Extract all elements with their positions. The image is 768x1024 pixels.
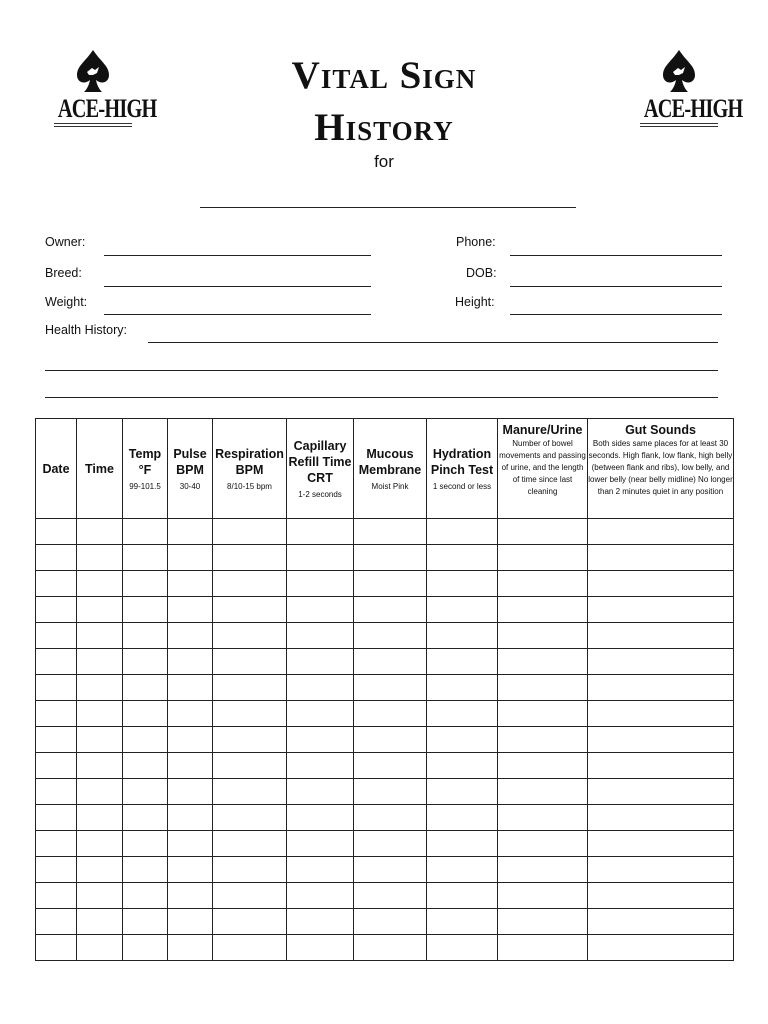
- table-cell[interactable]: [427, 649, 498, 675]
- table-cell[interactable]: [427, 571, 498, 597]
- table-cell[interactable]: [588, 545, 734, 571]
- col-header-capillary-refill: Capillary Refill Time CRT 1-2 seconds: [287, 419, 354, 519]
- table-cell[interactable]: [287, 545, 354, 571]
- table-cell[interactable]: [123, 935, 168, 961]
- table-cell[interactable]: [168, 883, 213, 909]
- table-cell[interactable]: [498, 909, 588, 935]
- table-cell[interactable]: [287, 909, 354, 935]
- table-cell[interactable]: [36, 623, 77, 649]
- table-cell[interactable]: [588, 571, 734, 597]
- table-row: [36, 779, 734, 805]
- table-cell[interactable]: [36, 571, 77, 597]
- table-cell[interactable]: [427, 753, 498, 779]
- temp-range: 99-101.5: [129, 481, 161, 491]
- table-cell[interactable]: [36, 597, 77, 623]
- table-cell[interactable]: [588, 857, 734, 883]
- table-cell[interactable]: [213, 623, 287, 649]
- table-cell[interactable]: [588, 935, 734, 961]
- table-cell[interactable]: [77, 909, 123, 935]
- owner-label: Owner:: [45, 235, 86, 249]
- table-cell[interactable]: [213, 909, 287, 935]
- animal-name-field[interactable]: [200, 207, 576, 208]
- table-cell[interactable]: [588, 701, 734, 727]
- table-cell[interactable]: [287, 727, 354, 753]
- ace-high-logo-right: [634, 48, 743, 138]
- logo-tagline-rule: [54, 123, 132, 127]
- table-row: [36, 883, 734, 909]
- table-row: [36, 831, 734, 857]
- gut-sounds-description: Both sides same places for at least 30 seconds. High flank, low flank, high belly (between flank and ribs), low belly, and lower belly (near belly midline) No longer than 2 minutes quiet in any position: [588, 439, 733, 496]
- col-header-time: Time: [77, 419, 123, 519]
- table-cell[interactable]: [168, 571, 213, 597]
- table-cell[interactable]: [36, 727, 77, 753]
- height-field[interactable]: [510, 314, 722, 315]
- table-cell[interactable]: [123, 727, 168, 753]
- table-cell[interactable]: [498, 883, 588, 909]
- table-cell[interactable]: [77, 571, 123, 597]
- table-cell[interactable]: [354, 545, 427, 571]
- spade-icon: [661, 48, 697, 94]
- table-row: [36, 909, 734, 935]
- table-cell[interactable]: [213, 805, 287, 831]
- table-body: [36, 519, 734, 961]
- table-cell[interactable]: [168, 675, 213, 701]
- table-cell[interactable]: [123, 857, 168, 883]
- table-cell[interactable]: [36, 779, 77, 805]
- table-cell[interactable]: [77, 545, 123, 571]
- page-title: [184, 50, 584, 154]
- table-cell[interactable]: [77, 701, 123, 727]
- table-cell[interactable]: [168, 649, 213, 675]
- col-header-manure-urine: Manure/Urine Number of bowel movements and passing of urine, and the length of time since last cleaning: [498, 419, 588, 519]
- table-cell[interactable]: [287, 935, 354, 961]
- table-cell[interactable]: [498, 727, 588, 753]
- table-cell[interactable]: [213, 883, 287, 909]
- table-cell[interactable]: [168, 545, 213, 571]
- table-cell[interactable]: [354, 701, 427, 727]
- table-cell[interactable]: [287, 675, 354, 701]
- table-cell[interactable]: [168, 727, 213, 753]
- table-cell[interactable]: [588, 649, 734, 675]
- table-cell[interactable]: [354, 779, 427, 805]
- table-cell[interactable]: [287, 805, 354, 831]
- table-cell[interactable]: [427, 909, 498, 935]
- table-cell[interactable]: [77, 623, 123, 649]
- col-header-pulse: Pulse BPM 30-40: [168, 419, 213, 519]
- respiration-range: 8/10-15 bpm: [227, 481, 272, 491]
- table-cell[interactable]: [77, 519, 123, 545]
- table-cell[interactable]: [588, 805, 734, 831]
- table-cell[interactable]: [498, 597, 588, 623]
- table-cell[interactable]: [427, 597, 498, 623]
- crt-range: 1-2 seconds: [298, 489, 342, 499]
- table-cell[interactable]: [354, 623, 427, 649]
- table-cell[interactable]: [77, 597, 123, 623]
- table-cell[interactable]: [427, 545, 498, 571]
- table-row: [36, 701, 734, 727]
- table-cell[interactable]: [168, 935, 213, 961]
- table-cell[interactable]: [588, 675, 734, 701]
- table-cell[interactable]: [427, 727, 498, 753]
- col-header-temp: Temp °F 99-101.5: [123, 419, 168, 519]
- table-cell[interactable]: [588, 779, 734, 805]
- table-cell[interactable]: [213, 545, 287, 571]
- table-row: [36, 857, 734, 883]
- height-label: Height:: [455, 295, 495, 309]
- spade-icon: [75, 48, 111, 94]
- table-cell[interactable]: [427, 623, 498, 649]
- col-header-mucous-membrane: Mucous Membrane Moist Pink: [354, 419, 427, 519]
- table-cell[interactable]: [168, 857, 213, 883]
- table-cell[interactable]: [427, 883, 498, 909]
- table-cell[interactable]: [213, 701, 287, 727]
- phone-field[interactable]: [510, 255, 722, 256]
- table-cell[interactable]: [168, 623, 213, 649]
- table-cell[interactable]: [77, 727, 123, 753]
- table-header-row: [36, 419, 734, 519]
- table-cell[interactable]: [354, 909, 427, 935]
- table-cell[interactable]: [287, 623, 354, 649]
- table-row: [36, 545, 734, 571]
- table-cell[interactable]: [498, 753, 588, 779]
- table-cell[interactable]: [213, 597, 287, 623]
- table-cell[interactable]: [36, 831, 77, 857]
- table-cell[interactable]: [123, 571, 168, 597]
- table-cell[interactable]: [354, 675, 427, 701]
- table-cell[interactable]: [588, 519, 734, 545]
- col-header-date: Date: [36, 419, 77, 519]
- table-cell[interactable]: [287, 649, 354, 675]
- weight-field[interactable]: [104, 314, 371, 315]
- table-cell[interactable]: [168, 519, 213, 545]
- table-cell[interactable]: [213, 649, 287, 675]
- table-cell[interactable]: [498, 649, 588, 675]
- table-cell[interactable]: [287, 831, 354, 857]
- table-cell[interactable]: [588, 623, 734, 649]
- weight-label: Weight:: [45, 295, 88, 309]
- table-cell[interactable]: [213, 727, 287, 753]
- table-cell[interactable]: [213, 675, 287, 701]
- ace-high-logo-left: [48, 48, 157, 138]
- table-cell[interactable]: [588, 727, 734, 753]
- table-cell[interactable]: [123, 597, 168, 623]
- table-cell[interactable]: [354, 935, 427, 961]
- table-cell[interactable]: [427, 805, 498, 831]
- logo-brand-text: ACE-HIGH: [57, 94, 157, 123]
- table-cell[interactable]: [498, 779, 588, 805]
- table-cell[interactable]: [588, 831, 734, 857]
- table-row: [36, 805, 734, 831]
- table-cell[interactable]: [36, 909, 77, 935]
- dob-label: DOB:: [466, 266, 497, 280]
- logo-brand-text: ACE-HIGH: [643, 94, 743, 123]
- col-header-respiration: Respiration BPM 8/10-15 bpm: [213, 419, 287, 519]
- table-cell[interactable]: [287, 597, 354, 623]
- for-label: for: [374, 152, 394, 171]
- table-cell[interactable]: [498, 519, 588, 545]
- table-cell[interactable]: [427, 831, 498, 857]
- table-cell[interactable]: [123, 805, 168, 831]
- table-row: [36, 649, 734, 675]
- table-cell[interactable]: [427, 779, 498, 805]
- table-cell[interactable]: [123, 831, 168, 857]
- phone-label: Phone:: [456, 235, 496, 249]
- table-cell[interactable]: [498, 857, 588, 883]
- table-cell[interactable]: [123, 623, 168, 649]
- table-cell[interactable]: [498, 701, 588, 727]
- table-cell[interactable]: [498, 623, 588, 649]
- owner-field[interactable]: [104, 255, 371, 256]
- table-cell[interactable]: [498, 831, 588, 857]
- table-cell[interactable]: [36, 883, 77, 909]
- table-cell[interactable]: [287, 753, 354, 779]
- table-cell[interactable]: [36, 701, 77, 727]
- table-cell[interactable]: [287, 883, 354, 909]
- table-cell[interactable]: [354, 753, 427, 779]
- table-cell[interactable]: [354, 883, 427, 909]
- table-row: [36, 571, 734, 597]
- table-cell[interactable]: [123, 649, 168, 675]
- table-cell[interactable]: [287, 519, 354, 545]
- table-cell[interactable]: [354, 831, 427, 857]
- table-row: [36, 597, 734, 623]
- table-cell[interactable]: [77, 935, 123, 961]
- table-cell[interactable]: [287, 571, 354, 597]
- table-cell[interactable]: [354, 519, 427, 545]
- table-cell[interactable]: [213, 857, 287, 883]
- mucous-normal: Moist Pink: [371, 481, 409, 491]
- table-cell[interactable]: [588, 753, 734, 779]
- table-cell[interactable]: [588, 597, 734, 623]
- table-cell[interactable]: [123, 909, 168, 935]
- pulse-range: 30-40: [179, 481, 201, 491]
- table-row: [36, 935, 734, 961]
- table-cell[interactable]: [77, 805, 123, 831]
- health-history-field-line-2[interactable]: [45, 370, 718, 371]
- hydration-normal: 1 second or less: [432, 481, 492, 491]
- table-cell[interactable]: [77, 779, 123, 805]
- table-cell[interactable]: [36, 519, 77, 545]
- table-cell[interactable]: [168, 701, 213, 727]
- table-cell[interactable]: [213, 519, 287, 545]
- health-history-label: Health History:: [45, 323, 127, 337]
- table-cell[interactable]: [427, 935, 498, 961]
- table-cell[interactable]: [168, 909, 213, 935]
- table-cell[interactable]: [36, 857, 77, 883]
- table-cell[interactable]: [213, 779, 287, 805]
- table-cell[interactable]: [123, 701, 168, 727]
- table-cell[interactable]: [77, 753, 123, 779]
- table-cell[interactable]: [498, 805, 588, 831]
- table-cell[interactable]: [498, 675, 588, 701]
- table-cell[interactable]: [36, 805, 77, 831]
- breed-field[interactable]: [104, 286, 371, 287]
- table-cell[interactable]: [123, 883, 168, 909]
- dob-field[interactable]: [510, 286, 722, 287]
- table-cell[interactable]: [77, 649, 123, 675]
- table-cell[interactable]: [168, 597, 213, 623]
- table-cell[interactable]: [168, 831, 213, 857]
- table-cell[interactable]: [287, 701, 354, 727]
- table-cell[interactable]: [77, 883, 123, 909]
- table-cell[interactable]: [588, 883, 734, 909]
- table-cell[interactable]: [213, 831, 287, 857]
- breed-label: Breed:: [45, 266, 82, 280]
- table-cell[interactable]: [213, 753, 287, 779]
- table-cell[interactable]: [354, 649, 427, 675]
- table-cell[interactable]: [354, 857, 427, 883]
- table-cell[interactable]: [168, 779, 213, 805]
- table-cell[interactable]: [123, 545, 168, 571]
- table-cell[interactable]: [588, 909, 734, 935]
- health-history-field[interactable]: [148, 342, 718, 343]
- table-cell[interactable]: [168, 805, 213, 831]
- table-cell[interactable]: [498, 545, 588, 571]
- table-cell[interactable]: [287, 857, 354, 883]
- table-row: [36, 519, 734, 545]
- table-cell[interactable]: [287, 779, 354, 805]
- table-cell[interactable]: [77, 831, 123, 857]
- title-line-2: History: [314, 106, 454, 149]
- table-cell[interactable]: [123, 675, 168, 701]
- table-cell[interactable]: [213, 935, 287, 961]
- table-cell[interactable]: [427, 701, 498, 727]
- table-row: [36, 675, 734, 701]
- table-cell[interactable]: [123, 519, 168, 545]
- manure-urine-description: Number of bowel movements and passing of urine, and the length of time since last cleaning: [499, 439, 586, 496]
- table-cell[interactable]: [354, 727, 427, 753]
- vital-signs-table: [35, 418, 734, 961]
- table-cell[interactable]: [36, 545, 77, 571]
- col-header-gut-sounds: Gut Sounds Both sides same places for at least 30 seconds. High flank, low flank, high belly (between flank and ribs), low belly, and lower belly (near belly midline) No longer than 2 minutes quiet in any position: [588, 419, 734, 519]
- table-cell[interactable]: [36, 649, 77, 675]
- table-cell[interactable]: [498, 571, 588, 597]
- table-row: [36, 727, 734, 753]
- table-cell[interactable]: [36, 675, 77, 701]
- table-cell[interactable]: [123, 753, 168, 779]
- table-cell[interactable]: [427, 519, 498, 545]
- table-cell[interactable]: [36, 935, 77, 961]
- table-cell[interactable]: [427, 857, 498, 883]
- health-history-field-line-3[interactable]: [45, 397, 718, 398]
- logo-tagline-rule: [640, 123, 718, 127]
- table-cell[interactable]: [77, 675, 123, 701]
- table-cell[interactable]: [427, 675, 498, 701]
- table-cell[interactable]: [354, 805, 427, 831]
- table-row: [36, 753, 734, 779]
- table-row: [36, 623, 734, 649]
- title-line-1: Vital Sign: [291, 54, 477, 97]
- col-header-hydration: Hydration Pinch Test 1 second or less: [427, 419, 498, 519]
- table-cell[interactable]: [498, 935, 588, 961]
- table-cell[interactable]: [168, 753, 213, 779]
- table-cell[interactable]: [36, 753, 77, 779]
- table-cell[interactable]: [77, 857, 123, 883]
- table-cell[interactable]: [354, 571, 427, 597]
- table-cell[interactable]: [213, 571, 287, 597]
- table-cell[interactable]: [354, 597, 427, 623]
- table-cell[interactable]: [123, 779, 168, 805]
